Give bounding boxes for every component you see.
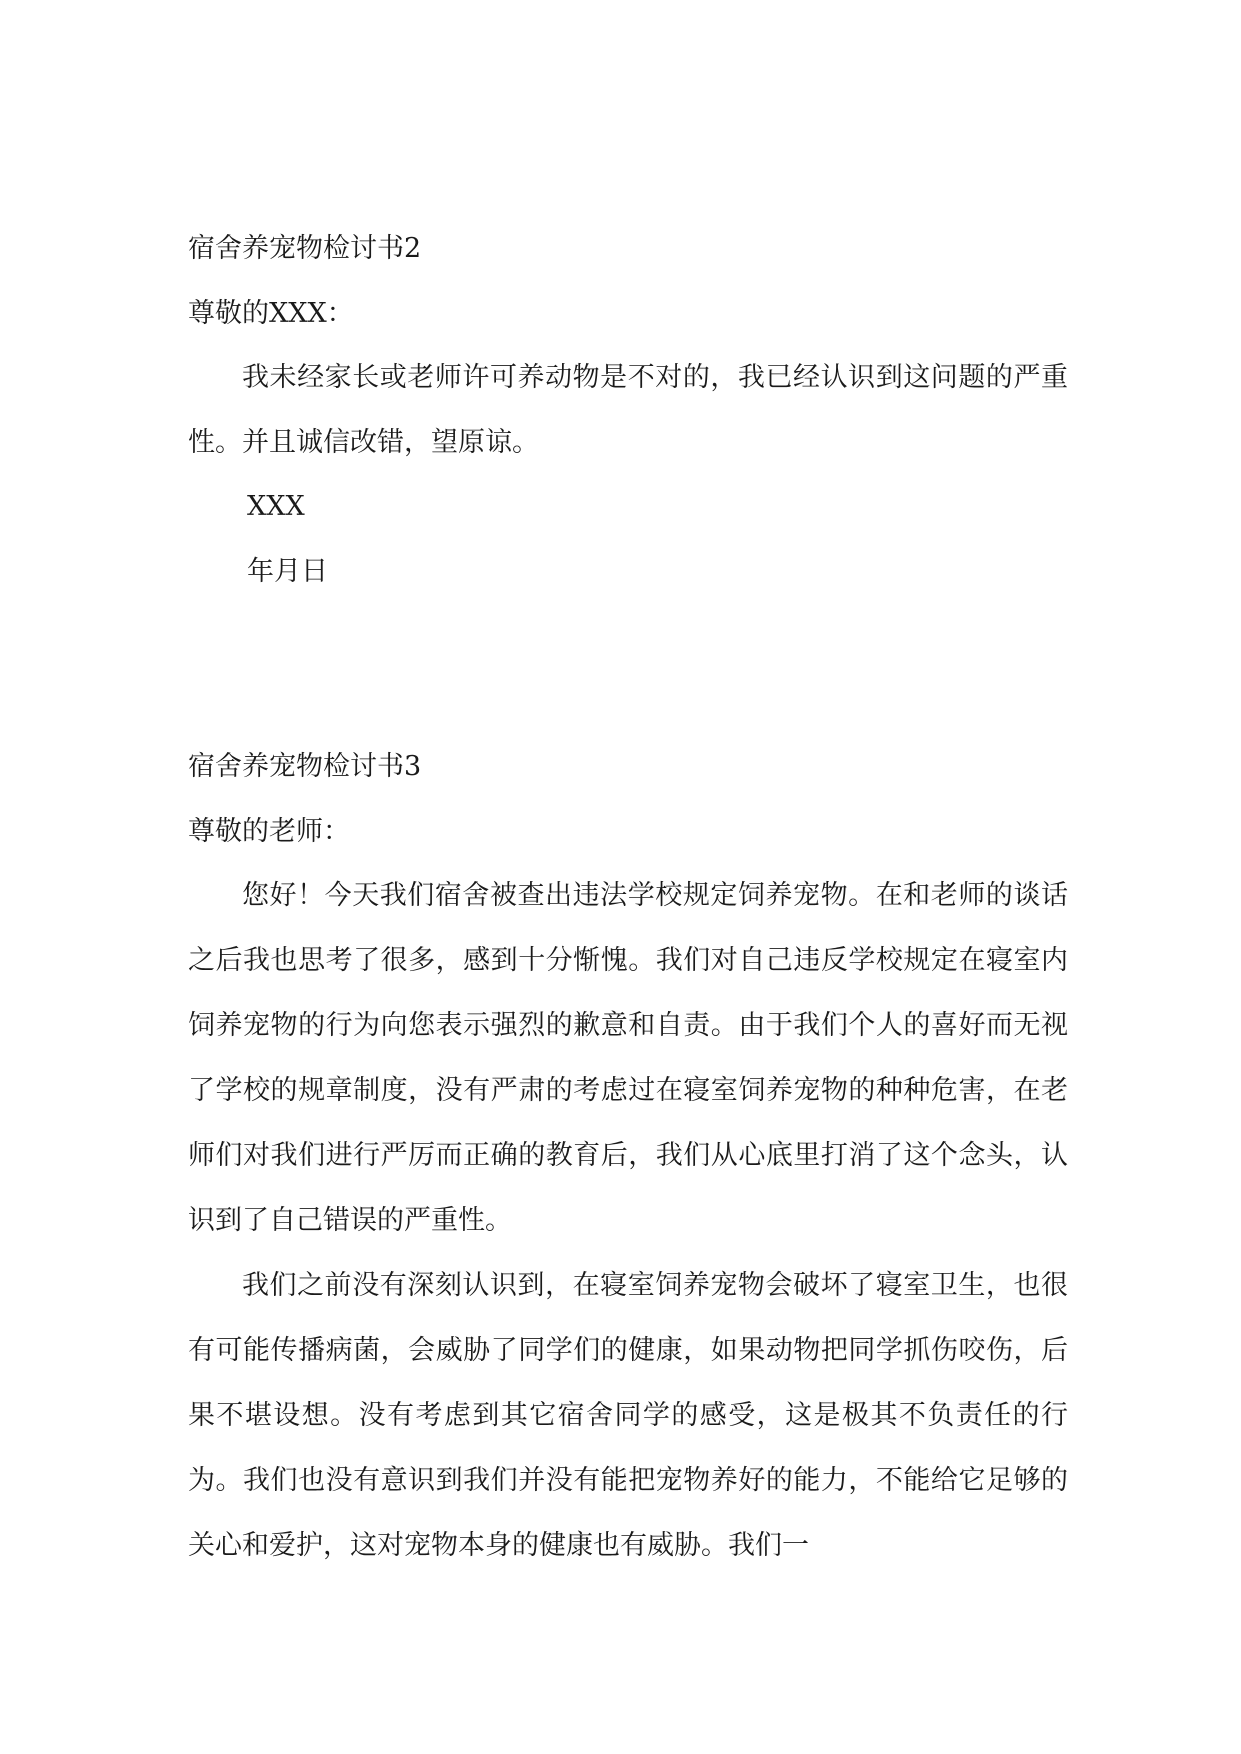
- letter2-signature: XXX: [247, 491, 305, 522]
- letter2-date: 年月日: [247, 556, 328, 587]
- letter2-paragraph-1: 我未经家长或老师许可养动物是不对的，我已经认识到这问题的严重性。并且诚信改错，望原谅。: [188, 362, 1068, 458]
- letter2-salutation: 尊敬的XXX：: [188, 298, 354, 329]
- letter3-salutation: 尊敬的老师：: [188, 816, 350, 847]
- letter3-title: 宿舍养宠物检讨书3: [188, 751, 422, 782]
- letter3-paragraph-2: 我们之前没有深刻认识到，在寝室饲养宠物会破坏了寝室卫生，也很有可能传播病菌，会威胁了同学们的健康，如果动物把同学抓伤咬伤，后果不堪设想。没有考虑到其它宿舍同学的感受，这是极其不负责任的行为。我们也没有意识到我们并没有能把宠物养好的能力，不能给它足够的关心和爱护，这对宠物本身的健康也有威胁。我们一: [188, 1270, 1068, 1561]
- letter2-title: 宿舍养宠物检讨书2: [188, 233, 422, 264]
- letter3-paragraph-1: 您好！今天我们宿舍被查出违法学校规定饲养宠物。在和老师的谈话之后我也思考了很多，感到十分惭愧。我们对自己违反学校规定在寝室内饲养宠物的行为向您表示强烈的歉意和自责。由于我们个人的喜好而无视了学校的规章制度，没有严肃的考虑过在寝室饲养宠物的种种危害，在老师们对我们进行严厉而正确的教育后，我们从心底里打消了这个念头，认识到了自己错误的严重性。: [188, 880, 1068, 1236]
